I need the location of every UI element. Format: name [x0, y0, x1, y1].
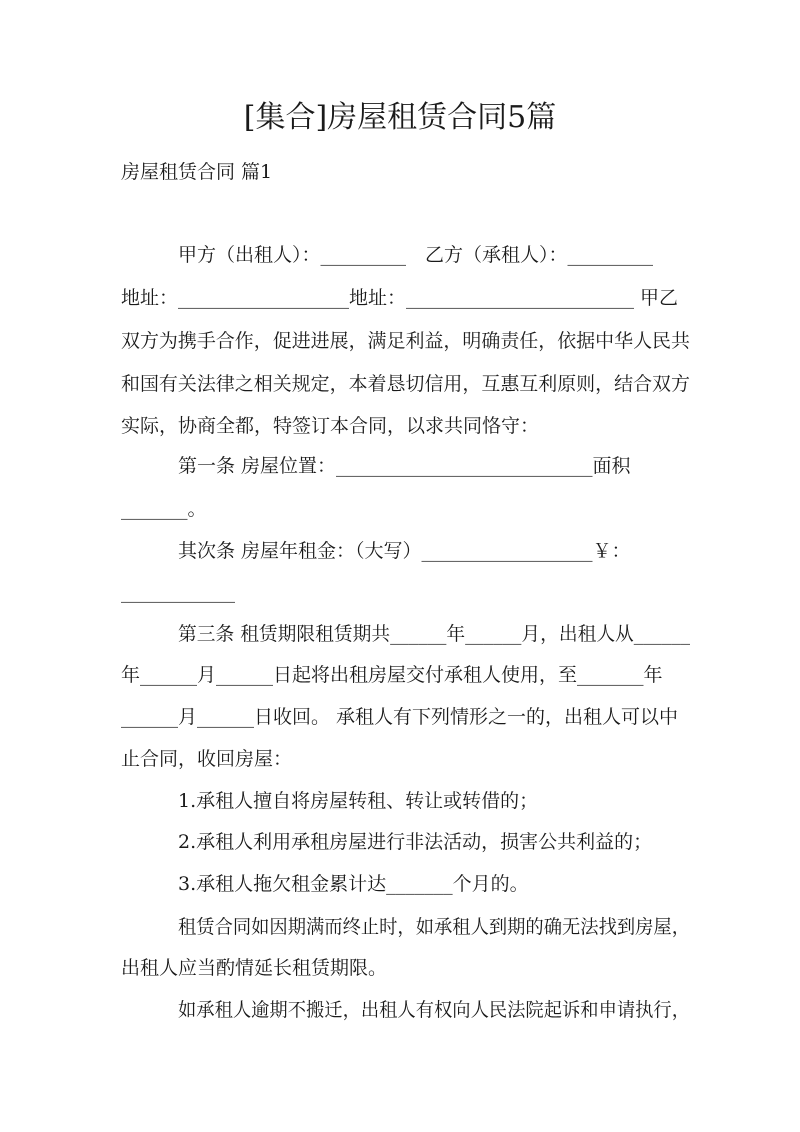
paragraph-line: 甲方（出租人）：_________ 乙方（承租人）：_________ — [178, 244, 654, 266]
paragraph-line: 双方为携手合作，促进进展，满足利益，明确责任，依据中华人民共 — [121, 330, 690, 352]
paragraph-line: 年______月______日起将出租房屋交付承租人使用，至_______年 — [121, 664, 663, 686]
paragraph-line: _______。 — [121, 498, 207, 520]
list-item: 3.承租人拖欠租金累计达_______个月的。 — [178, 873, 529, 895]
paragraph-line: 第一条 房屋位置：___________________________面积 — [178, 455, 631, 477]
paragraph-line: 止合同，收回房屋： — [121, 748, 293, 770]
paragraph-line: 出租人应当酌情延长租赁期限。 — [121, 957, 388, 979]
paragraph-line: 和国有关法律之相关规定，本着恳切信用，互惠互利原则，结合双方 — [121, 373, 690, 395]
paragraph-line: 如承租人逾期不搬迁，出租人有权向人民法院起诉和申请执行， — [178, 999, 691, 1021]
paragraph-line: 地址：__________________地址：________________________ 甲乙 — [121, 287, 679, 309]
paragraph-line: 实际，协商全都，特签订本合同，以求共同恪守： — [121, 415, 540, 437]
paragraph-line: 其次条 房屋年租金：（大写）__________________￥： — [178, 540, 631, 562]
paragraph-line: 租赁合同如因期满而终止时，如承租人到期的确无法找到房屋， — [178, 916, 691, 938]
paragraph-line: ______月______日收回。 承租人有下列情形之一的，出租人可以中 — [121, 706, 679, 728]
document-title: [集合]房屋租赁合同5篇 — [243, 100, 557, 135]
section-heading: 房屋租赁合同 篇1 — [121, 161, 273, 183]
paragraph-line: 第三条 租赁期限租赁期共______年______月，出租人从______ — [178, 623, 691, 645]
paragraph-line: ____________ — [121, 581, 235, 603]
list-item: 2.承租人利用承租房屋进行非法活动，损害公共利益的； — [178, 831, 653, 853]
list-item: 1.承租人擅自将房屋转租、转让或转借的； — [178, 790, 539, 812]
